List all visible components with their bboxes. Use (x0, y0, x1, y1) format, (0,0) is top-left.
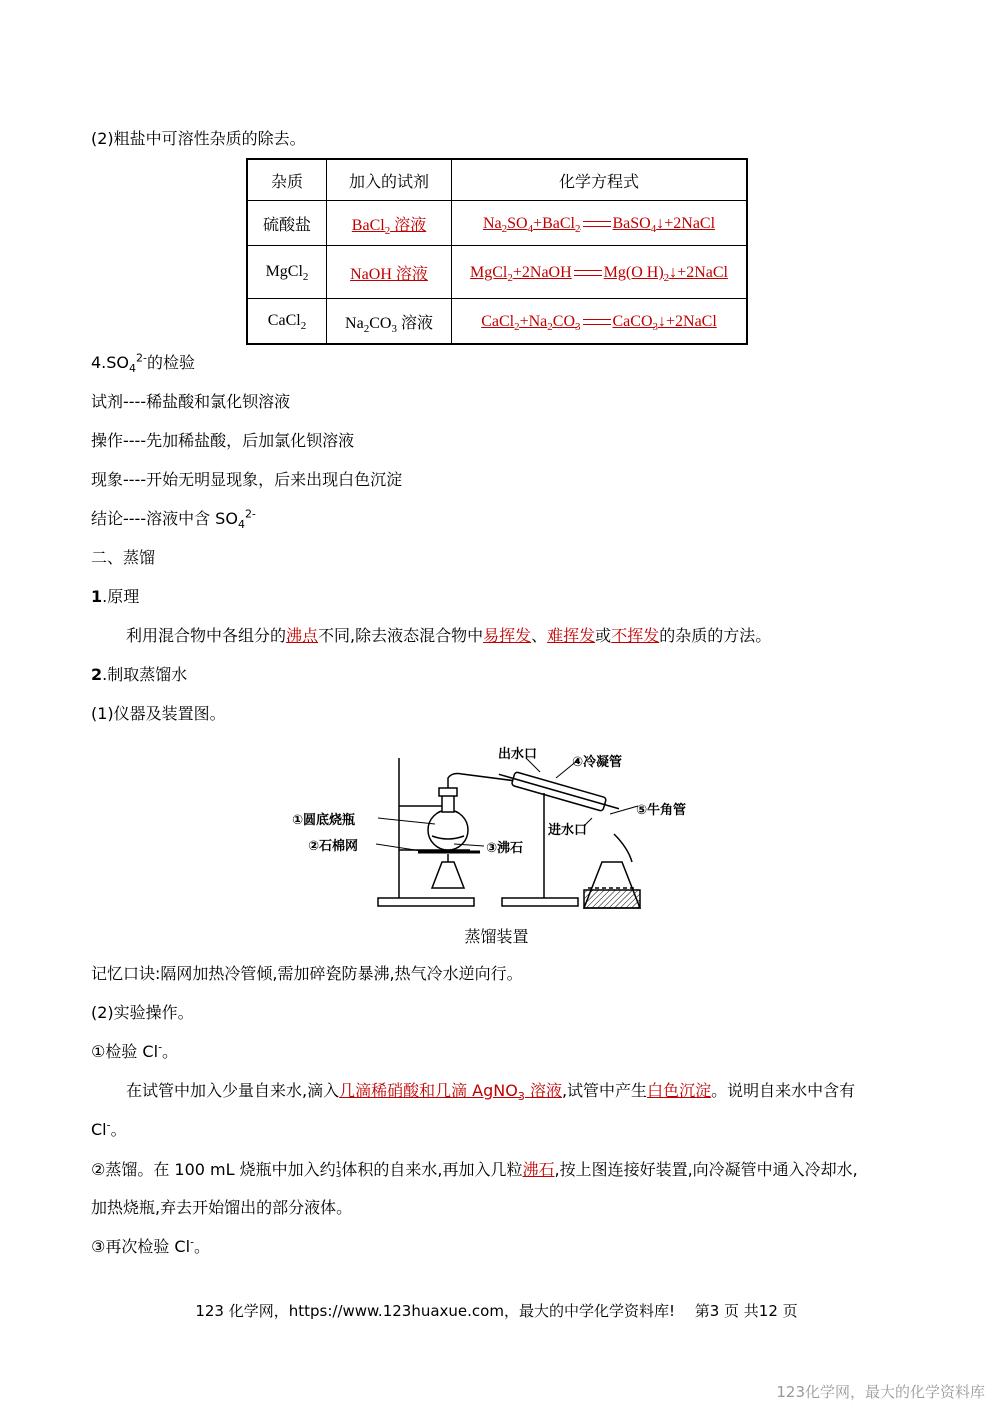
label-condenser: ④冷凝管 (572, 755, 623, 770)
label-round-flask: ①圆底烧瓶 (292, 813, 356, 828)
label-boiling-stone: ③沸石 (486, 841, 524, 856)
answer-boiling-stone: 沸石 (522, 1160, 555, 1179)
text-span: 。 (110, 1120, 127, 1139)
principle-text (126, 625, 771, 647)
table-row (247, 201, 747, 246)
step1-title-tail: 。 (162, 1042, 179, 1061)
step1-text: 在试管中加入少量自来水,滴入几滴稀硝酸和几滴 AgNO$_3$ 溶液,试管中产生白色沉淀。说明自来水中含有 (126, 1081, 856, 1104)
sulfate-test-title: $4.SO_4^{2-}$的检验 (91, 351, 195, 376)
reagent-cell: NaOH 溶液 (327, 246, 452, 299)
reagent-line: 试剂----稀盐酸和氯化钡溶液 (91, 392, 291, 411)
text-span: 体积的自来水,再加入几粒 (341, 1160, 523, 1179)
answer-boiling-point: 沸点 (286, 626, 319, 645)
watermark: 123化学网，最大的化学资料库 (776, 1383, 985, 1401)
mnemonic-line: 记忆口诀:隔网加热冷管倾,需加碎瓷防暴沸,热气冷水逆向行。 (91, 964, 523, 983)
step3-title: ③再次检验 Cl-。 (91, 1235, 211, 1256)
equation-cell: $CaCl_2+Na_2CO_3$ CaCO$_3$↓+2NaCl (452, 299, 748, 345)
distilled-number: 2 (91, 665, 103, 684)
label-asbestos-gauze: ②石棉网 (308, 839, 359, 854)
equation-cell: $Na_2SO_4+BaCl_2$ BaSO$_4$↓+2NaCl (452, 201, 748, 246)
operation-subtitle: (2)实验操作。 (91, 1003, 194, 1022)
step1-title-text: ①检验 Cl (91, 1042, 159, 1061)
table-header-row (247, 159, 747, 201)
answer-white-precipitate: 白色沉淀 (647, 1081, 712, 1100)
impurity-cell: 硫酸盐 (247, 201, 327, 246)
answer-volatile: 易挥发 (483, 626, 532, 645)
impurity-table (246, 158, 748, 345)
answer-non-volatile: 不挥发 (611, 626, 660, 645)
principle-title-text: .原理 (102, 587, 140, 606)
table-row (247, 246, 747, 299)
label-water-outlet: 出水口 (498, 747, 538, 762)
step1-title: ①检验 Cl-。 (91, 1040, 179, 1061)
answer-reagents-2: 溶液 (529, 1081, 562, 1100)
principle-title (91, 586, 139, 608)
step3-title-tail: 。 (194, 1237, 211, 1256)
distilled-water-title (91, 664, 187, 686)
text-span: 或 (595, 626, 612, 645)
operation-line: 操作----先加稀盐酸，后加氯化钡溶液 (91, 431, 355, 450)
text-span: ,按上图连接好装置,向冷凝管中通入冷却水, (554, 1160, 858, 1179)
label-adapter: ⑤牛角管 (636, 803, 687, 818)
answer-hard-volatile: 难挥发 (547, 626, 596, 645)
text-span: 的杂质的方法。 (659, 626, 772, 645)
label-water-inlet: 进水口 (548, 823, 588, 838)
conclusion-text: 结论----溶液中含 SO (91, 509, 238, 528)
text-span: 不同,除去液态混合物中 (318, 626, 484, 645)
section-distillation-title: 二、蒸馏 (91, 548, 156, 567)
step2-text (91, 1159, 858, 1181)
equation-cell: MgCl$_2$+2NaOH Mg(O $H)_2↓+2NaCl$ (452, 246, 748, 299)
text-span: ②蒸馏。在 100 mL 烧瓶中加入约 (91, 1160, 336, 1179)
step2-text-cont: 加热烧瓶,弃去开始馏出的部分液体。 (91, 1198, 353, 1217)
sulfate-title-text: 4.SO (91, 353, 130, 372)
header-impurity: 杂质 (247, 159, 327, 201)
answer-reagents: 几滴稀硝酸和几滴 AgNO (339, 1081, 518, 1100)
sulfate-title-text-2: 的检验 (146, 353, 195, 372)
step1-text-cont: Cl-。 (91, 1118, 127, 1139)
header-reagent: 加入的试剂 (327, 159, 452, 201)
header-equation: 化学方程式 (452, 159, 748, 201)
text-span: 、 (531, 626, 548, 645)
step3-title-text: ③再次检验 Cl (91, 1237, 191, 1256)
text-span: Cl (91, 1120, 107, 1139)
reagent-cell: $Na_2CO_3$ 溶液 (327, 299, 452, 345)
distillation-apparatus-diagram (292, 738, 712, 914)
text-span: 在试管中加入少量自来水,滴入 (126, 1081, 340, 1100)
page-footer: 123 化学网，https://www.123huaxue.com，最大的中学化学资料库! 第3 页 共12 页 (195, 1302, 798, 1320)
impurity-cell: MgCl$_2$ (247, 246, 327, 299)
distilled-title-text: .制取蒸馏水 (102, 665, 188, 684)
phenomenon-line: 现象----开始无明显现象，后来出现白色沉淀 (91, 470, 403, 489)
reagent-cell: BaCl$_2$ 溶液 (327, 201, 452, 246)
principle-number: 1 (91, 587, 103, 606)
conclusion-line: 结论----溶液中含 $SO_4^{2-}$ (91, 507, 256, 532)
table-row (247, 299, 747, 345)
section-crude-salt-title: (2)粗盐中可溶性杂质的除去。 (91, 129, 306, 148)
apparatus-subtitle: (1)仪器及装置图。 (91, 704, 226, 723)
text-span: 。说明自来水中含有 (711, 1081, 856, 1100)
impurity-cell: CaCl$_2$ (247, 299, 327, 345)
one-third-fraction: 1 3 (335, 1160, 342, 1180)
text-span: ,试管中产生 (561, 1081, 648, 1100)
text-span: 利用混合物中各组分的 (126, 626, 287, 645)
figure-caption: 蒸馏装置 (464, 927, 529, 946)
